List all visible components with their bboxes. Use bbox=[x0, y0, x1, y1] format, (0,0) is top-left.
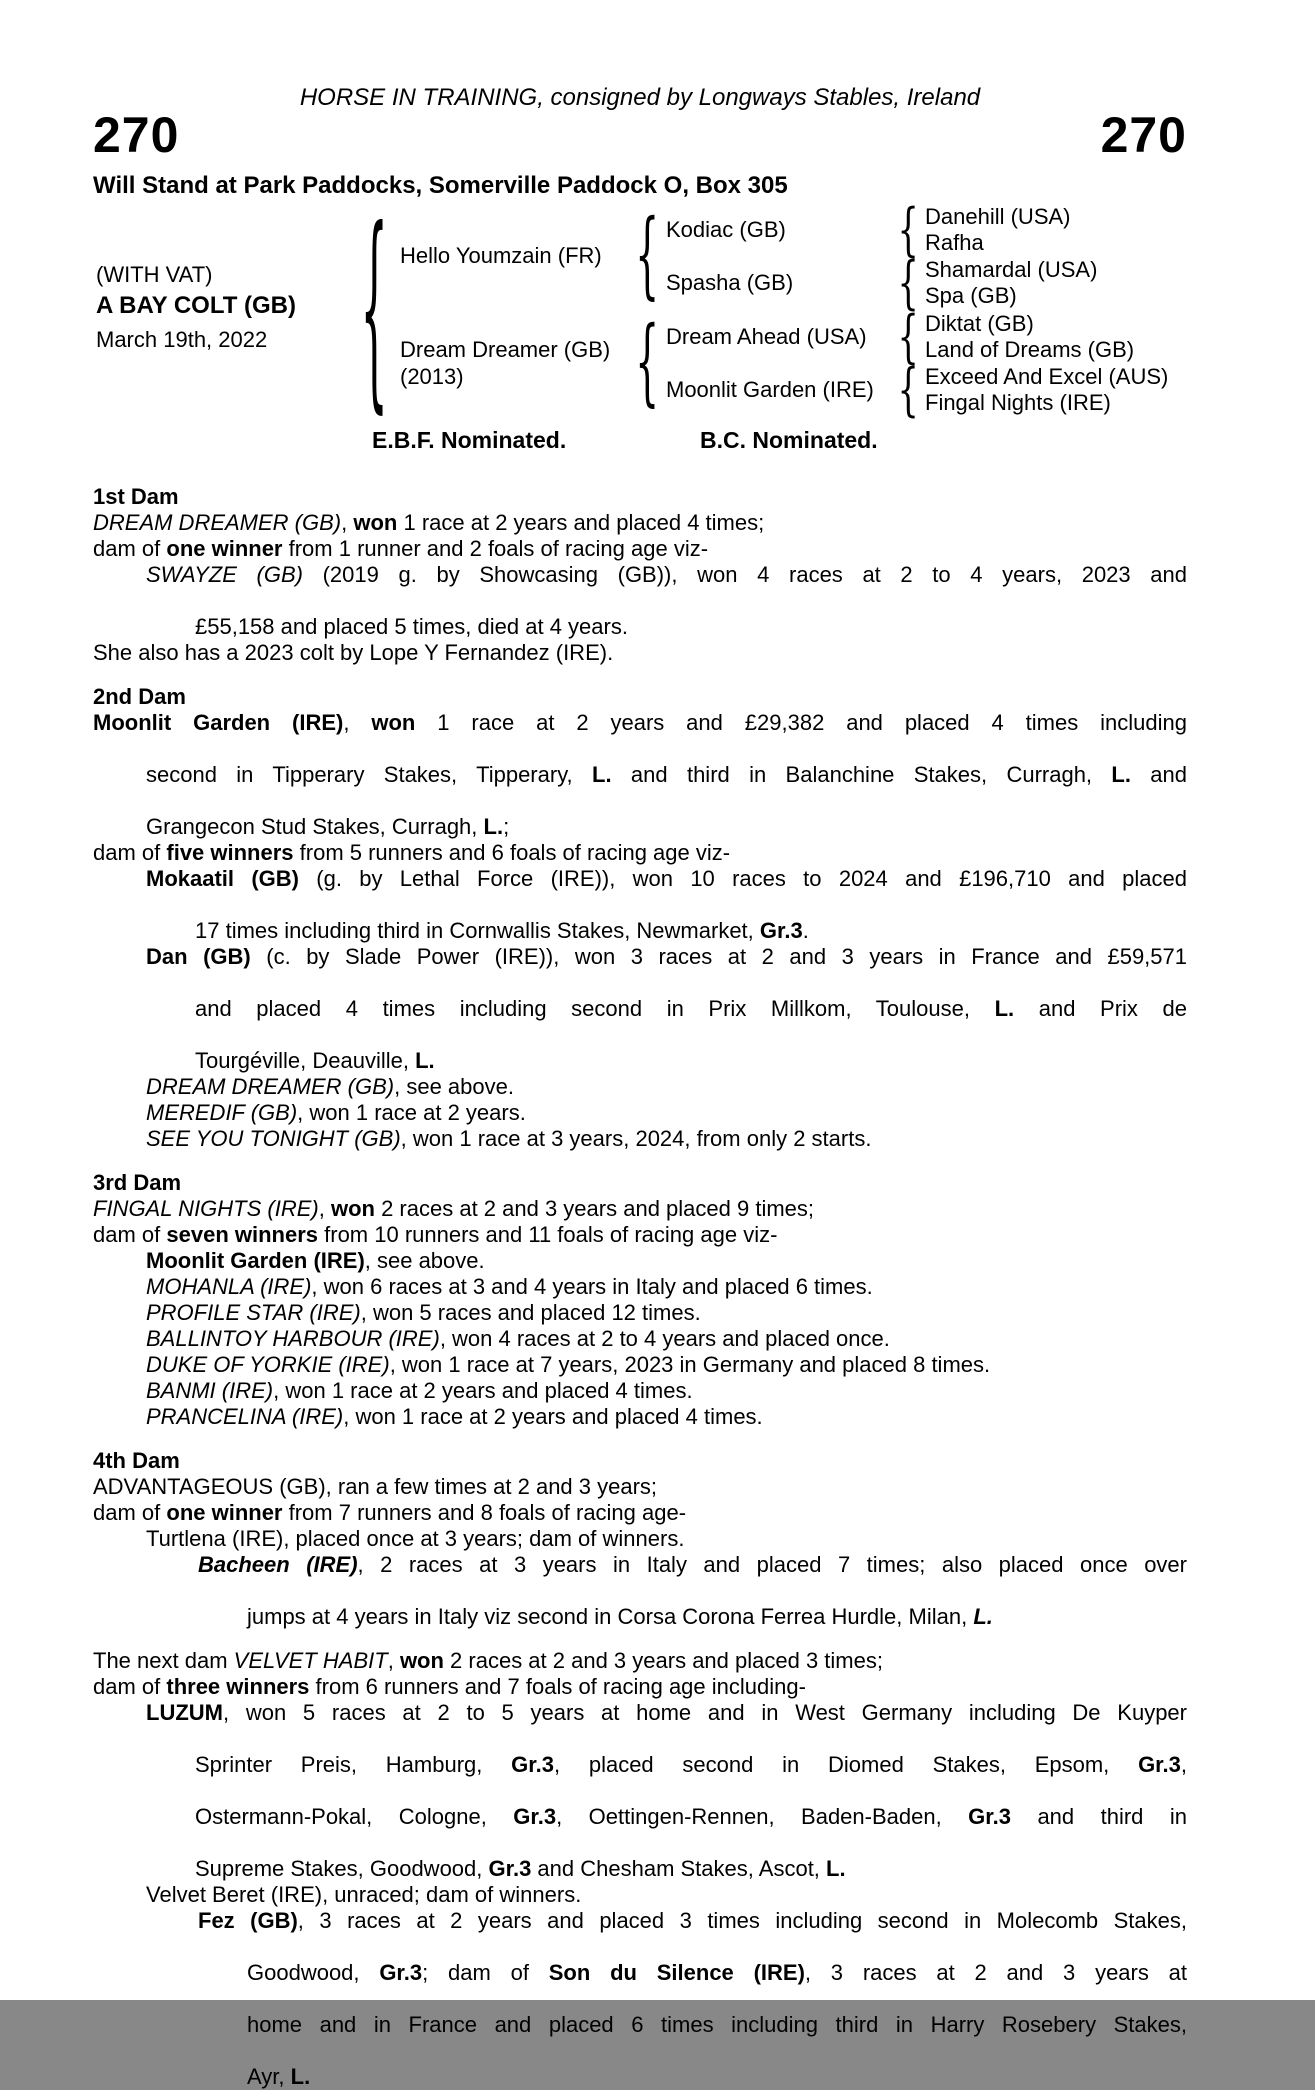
text-segment: , won 6 races at 3 and 4 years in Italy and placed 6 times. bbox=[311, 1274, 873, 1299]
text-segment: Ayr, bbox=[247, 2064, 291, 2089]
text-segment: dam of bbox=[93, 1500, 167, 1525]
catalog-text-line bbox=[93, 1048, 1187, 1074]
catalog-text-line bbox=[93, 510, 1187, 536]
text-segment: L. bbox=[483, 814, 504, 839]
text-segment: from 10 runners and 11 foals of racing age viz- bbox=[318, 1222, 778, 1247]
dam-foaling-year: (2013) bbox=[400, 364, 464, 389]
text-segment: , won 1 race at 2 years and placed 4 times. bbox=[343, 1404, 763, 1429]
pedigree-brace-dam bbox=[632, 306, 662, 417]
text-segment: LUZUM bbox=[146, 1700, 223, 1725]
text-segment: from 7 runners and 8 foals of racing age- bbox=[282, 1500, 687, 1525]
catalog-text-line bbox=[93, 1526, 1187, 1552]
text-segment: , placed second in Diomed Stakes, Epsom, bbox=[553, 1752, 1139, 1777]
catalog-text-line bbox=[93, 1222, 1187, 1248]
lot-number-right: 270 bbox=[1100, 107, 1187, 163]
text-segment: PRANCELINA (IRE) bbox=[146, 1404, 344, 1429]
catalog-text-line bbox=[93, 1752, 1187, 1804]
catalog-text-line bbox=[93, 1960, 1187, 2012]
text-segment: L. bbox=[592, 762, 612, 787]
text-segment: ; dam of bbox=[422, 1960, 549, 1985]
pedigree-brace-sire bbox=[632, 199, 662, 310]
text-segment: 2 races at 2 and 3 years and placed 3 times; bbox=[443, 1648, 883, 1673]
catalog-text-line bbox=[93, 866, 1187, 918]
text-segment: won bbox=[330, 1196, 375, 1221]
text-segment: The next dam bbox=[93, 1648, 234, 1673]
catalog-text-line bbox=[93, 1352, 1187, 1378]
text-segment: , bbox=[387, 1648, 400, 1673]
pedigree-chart bbox=[0, 0, 1315, 470]
foaling-date: March 19th, 2022 bbox=[96, 327, 268, 352]
text-segment: and bbox=[1130, 762, 1187, 787]
text-segment: dam of bbox=[93, 536, 167, 561]
catalog-text-line bbox=[93, 918, 1187, 944]
text-segment: Gr.3 bbox=[968, 1804, 1011, 1829]
text-segment: , won 1 race at 2 years and placed 4 times. bbox=[273, 1378, 693, 1403]
text-segment: DUKE OF YORKIE (IRE) bbox=[146, 1352, 390, 1377]
text-segment: Ostermann-Pokal, Cologne, bbox=[195, 1804, 514, 1829]
text-segment: , won 5 races and placed 12 times. bbox=[360, 1300, 701, 1325]
dam-section-heading bbox=[93, 1448, 1187, 1474]
text-segment: home and in France and placed 6 times including third in Harry Rosebery Stakes, bbox=[247, 2012, 1187, 2037]
text-segment: MEREDIF (GB) bbox=[146, 1100, 298, 1125]
catalog-text-line bbox=[93, 2012, 1187, 2064]
text-segment: Bacheen (IRE) bbox=[198, 1552, 358, 1577]
text-segment: Gr.3 bbox=[513, 1804, 557, 1829]
text-segment: BANMI (IRE) bbox=[146, 1378, 274, 1403]
text-segment: L. bbox=[973, 1604, 993, 1629]
catalog-text-line bbox=[93, 1648, 1187, 1674]
brace-glyph: { bbox=[897, 249, 919, 316]
dam-sire-sire-name: Diktat (GB) bbox=[925, 311, 1034, 336]
consignor-line: HORSE IN TRAINING, consigned by Longways Stables, Ireland bbox=[299, 84, 981, 111]
text-segment: and Prix de bbox=[1014, 996, 1187, 1021]
text-segment: second in Tipperary Stakes, Tipperary, bbox=[146, 762, 593, 787]
text-segment: Mokaatil (GB) bbox=[146, 866, 299, 891]
brace-glyph: { bbox=[897, 303, 919, 370]
text-segment: from 1 runner and 2 foals of racing age viz- bbox=[282, 536, 709, 561]
text-segment: , won 1 race at 7 years, 2023 in Germany and placed 8 times. bbox=[389, 1352, 991, 1377]
text-segment: VELVET HABIT bbox=[233, 1648, 388, 1673]
text-segment: , won 4 races at 2 to 4 years and placed once. bbox=[439, 1326, 890, 1351]
sire-dam-dam-name: Spa (GB) bbox=[925, 283, 1017, 308]
text-segment: Gr.3 bbox=[1138, 1752, 1181, 1777]
dam-dam-sire-name: Exceed And Excel (AUS) bbox=[925, 364, 1169, 389]
catalog-text-line bbox=[93, 814, 1187, 840]
text-segment: 2nd Dam bbox=[93, 684, 186, 709]
text-segment: , bbox=[318, 1196, 331, 1221]
text-segment: (2019 g. by Showcasing (GB)), won 4 races at 2 to 4 years, 2023 and bbox=[302, 562, 1187, 587]
text-segment: DREAM DREAMER (GB) bbox=[93, 510, 342, 535]
text-segment: dam of bbox=[93, 840, 167, 865]
pedigree-brace-main bbox=[356, 183, 392, 433]
catalog-text-line bbox=[93, 1552, 1187, 1604]
text-segment: 1st Dam bbox=[93, 484, 179, 509]
dam-section-heading bbox=[93, 484, 1187, 510]
catalog-text-line bbox=[93, 1474, 1187, 1500]
brace-glyph: { bbox=[634, 199, 660, 310]
text-segment: 17 times including third in Cornwallis Stakes, Newmarket, bbox=[195, 918, 760, 943]
catalog-text-line bbox=[93, 1700, 1187, 1752]
ebf-nominated-label: E.B.F. Nominated. bbox=[372, 427, 567, 453]
text-segment: FINGAL NIGHTS (IRE) bbox=[93, 1196, 319, 1221]
text-segment: , see above. bbox=[364, 1248, 485, 1273]
text-segment: 2 races at 2 and 3 years and placed 9 times; bbox=[374, 1196, 815, 1221]
catalog-text-line bbox=[93, 840, 1187, 866]
text-segment: , 3 races at 2 and 3 years at bbox=[804, 1960, 1188, 1985]
text-segment: Turtlena (IRE), placed once at 3 years; dam of winners. bbox=[146, 1526, 685, 1551]
text-segment: , 2 races at 3 years in Italy and placed 7 times; also placed once over bbox=[357, 1552, 1187, 1577]
catalog-text-line bbox=[93, 762, 1187, 814]
catalog-text-line bbox=[93, 1804, 1187, 1856]
lot-number-left: 270 bbox=[93, 107, 180, 163]
catalog-text-line bbox=[93, 1100, 1187, 1126]
horse-name: A BAY COLT (GB) bbox=[96, 292, 297, 319]
sire-name: Hello Youmzain (FR) bbox=[400, 243, 602, 268]
text-segment: , bbox=[1180, 1752, 1187, 1777]
catalog-text-line bbox=[93, 1274, 1187, 1300]
text-segment: SEE YOU TONIGHT (GB) bbox=[146, 1126, 401, 1151]
catalog-text-line bbox=[93, 944, 1187, 996]
catalog-text-line bbox=[93, 710, 1187, 762]
text-segment: jumps at 4 years in Italy viz second in Corsa Corona Ferrea Hurdle, Milan, bbox=[247, 1604, 974, 1629]
sire-sire-name: Kodiac (GB) bbox=[666, 217, 786, 242]
text-segment: MOHANLA (IRE) bbox=[146, 1274, 312, 1299]
catalog-text-line bbox=[93, 1248, 1187, 1274]
dam-section-heading bbox=[93, 684, 1187, 710]
text-segment: and Chesham Stakes, Ascot, bbox=[531, 1856, 827, 1881]
text-segment: 3rd Dam bbox=[93, 1170, 182, 1195]
catalog-text-line bbox=[93, 1882, 1187, 1908]
catalog-text-line bbox=[93, 1326, 1187, 1352]
text-segment: Grangecon Stud Stakes, Curragh, bbox=[146, 814, 484, 839]
text-segment: Gr.3 bbox=[511, 1752, 554, 1777]
text-segment: , see above. bbox=[394, 1074, 514, 1099]
sire-sire-sire-name: Danehill (USA) bbox=[925, 204, 1071, 229]
text-segment: and third in Balanchine Stakes, Curragh, bbox=[611, 762, 1112, 787]
catalog-text-line bbox=[93, 1196, 1187, 1222]
text-segment: 4th Dam bbox=[93, 1448, 180, 1473]
text-segment: , bbox=[343, 710, 372, 735]
text-segment: PROFILE STAR (IRE) bbox=[146, 1300, 361, 1325]
catalog-text-line bbox=[93, 1404, 1187, 1430]
catalog-body bbox=[93, 484, 1187, 2090]
text-segment: Velvet Beret (IRE), unraced; dam of winners. bbox=[146, 1882, 582, 1907]
text-segment: . bbox=[802, 918, 809, 943]
brace-glyph: { bbox=[897, 196, 919, 263]
text-segment: L. bbox=[290, 2064, 311, 2089]
text-segment: (g. by Lethal Force (IRE)), won 10 races to 2024 and £196,710 and placed bbox=[298, 866, 1187, 891]
text-segment: Supreme Stakes, Goodwood, bbox=[195, 1856, 489, 1881]
text-segment: L. bbox=[994, 996, 1015, 1021]
text-segment: Moonlit Garden (IRE) bbox=[146, 1248, 365, 1273]
dam-sire-dam-name: Land of Dreams (GB) bbox=[925, 337, 1135, 362]
text-segment: (c. by Slade Power (IRE)), won 3 races at 2 and 3 years in France and £59,571 bbox=[250, 944, 1188, 969]
text-segment: DREAM DREAMER (GB) bbox=[146, 1074, 395, 1099]
text-segment: L. bbox=[826, 1856, 846, 1881]
text-segment: Fez (GB) bbox=[198, 1908, 298, 1933]
catalog-text-line bbox=[93, 2064, 1187, 2090]
text-segment: one winner bbox=[166, 536, 283, 561]
stand-location-line: Will Stand at Park Paddocks, Somerville Paddock O, Box 305 bbox=[93, 172, 788, 199]
dam-sire-name: Dream Ahead (USA) bbox=[666, 324, 867, 349]
text-segment: ADVANTAGEOUS (GB), ran a few times at 2 and 3 years; bbox=[93, 1474, 658, 1499]
sire-dam-sire-name: Shamardal (USA) bbox=[925, 257, 1098, 282]
text-segment: won bbox=[399, 1648, 444, 1673]
text-segment: Gr.3 bbox=[759, 918, 803, 943]
sire-sire-dam-name: Rafha bbox=[925, 230, 984, 255]
text-segment: Gr.3 bbox=[379, 1960, 423, 1985]
text-segment: and placed 4 times including second in Prix Millkom, Toulouse, bbox=[195, 996, 995, 1021]
text-segment: ; bbox=[503, 814, 510, 839]
sire-dam-name: Spasha (GB) bbox=[666, 270, 794, 295]
text-segment: L. bbox=[1111, 762, 1131, 787]
text-segment: Sprinter Preis, Hamburg, bbox=[195, 1752, 512, 1777]
catalog-text-line bbox=[93, 614, 1187, 640]
text-segment: , Oettingen-Rennen, Baden-Baden, bbox=[556, 1804, 969, 1829]
text-segment: 1 race at 2 years and £29,382 and placed 4 times including bbox=[415, 710, 1187, 735]
text-segment: Tourgéville, Deauville, bbox=[195, 1048, 416, 1073]
catalog-text-line bbox=[93, 640, 1187, 666]
catalog-text-line bbox=[93, 1300, 1187, 1326]
text-segment: five winners bbox=[166, 840, 294, 865]
text-segment: Goodwood, bbox=[247, 1960, 380, 1985]
catalog-text-line bbox=[93, 1674, 1187, 1700]
text-segment: She also has a 2023 colt by Lope Y Fernandez (IRE). bbox=[93, 640, 614, 665]
text-segment: Son du Silence (IRE) bbox=[548, 1960, 805, 1985]
text-segment: , won 5 races at 2 to 5 years at home and in West Germany including De Kuyper bbox=[222, 1700, 1187, 1725]
dam-name: Dream Dreamer (GB) bbox=[400, 337, 611, 362]
catalog-text-line bbox=[93, 1126, 1187, 1152]
text-segment: Dan (GB) bbox=[146, 944, 251, 969]
text-segment: L. bbox=[415, 1048, 435, 1073]
catalog-text-line bbox=[93, 536, 1187, 562]
text-segment: £55,158 and placed 5 times, died at 4 years. bbox=[195, 614, 628, 639]
catalog-text-line bbox=[93, 562, 1187, 614]
with-vat-label: (WITH VAT) bbox=[96, 262, 213, 287]
brace-glyph: { bbox=[897, 356, 919, 423]
catalog-text-line bbox=[93, 1908, 1187, 1960]
text-segment: from 6 runners and 7 foals of racing age including- bbox=[309, 1674, 806, 1699]
dam-section-heading bbox=[93, 1170, 1187, 1196]
text-segment: won bbox=[353, 510, 398, 535]
text-segment: Gr.3 bbox=[488, 1856, 532, 1881]
text-segment: from 5 runners and 6 foals of racing age viz- bbox=[293, 840, 731, 865]
catalog-text-line bbox=[93, 996, 1187, 1048]
text-segment: , won 1 race at 3 years, 2024, from only 2 starts. bbox=[400, 1126, 872, 1151]
text-segment: BALLINTOY HARBOUR (IRE) bbox=[146, 1326, 440, 1351]
text-segment: won bbox=[371, 710, 416, 735]
catalog-text-line bbox=[93, 1856, 1187, 1882]
text-segment: , bbox=[341, 510, 354, 535]
text-segment: seven winners bbox=[166, 1222, 319, 1247]
bc-nominated-label: B.C. Nominated. bbox=[700, 427, 878, 453]
pedigree-brace-dam-dam bbox=[894, 356, 922, 423]
text-segment: dam of bbox=[93, 1674, 167, 1699]
catalog-text-line bbox=[93, 1074, 1187, 1100]
text-segment: one winner bbox=[166, 1500, 283, 1525]
catalog-text-line bbox=[93, 1378, 1187, 1404]
text-segment: and third in bbox=[1010, 1804, 1187, 1829]
dam-dam-dam-name: Fingal Nights (IRE) bbox=[925, 390, 1111, 415]
text-segment: , won 1 race at 2 years. bbox=[297, 1100, 526, 1125]
text-segment: Moonlit Garden (IRE) bbox=[93, 710, 344, 735]
text-segment: 1 race at 2 years and placed 4 times; bbox=[397, 510, 765, 535]
brace-glyph: { bbox=[634, 306, 660, 417]
text-segment: , 3 races at 2 years and placed 3 times including second in Molecomb Stakes, bbox=[297, 1908, 1187, 1933]
brace-glyph: { bbox=[360, 183, 388, 433]
dam-dam-name: Moonlit Garden (IRE) bbox=[666, 377, 874, 402]
text-segment: three winners bbox=[166, 1674, 310, 1699]
text-segment: SWAYZE (GB) bbox=[146, 562, 303, 587]
catalog-text-line bbox=[93, 1500, 1187, 1526]
catalog-text-line bbox=[93, 1604, 1187, 1630]
text-segment: dam of bbox=[93, 1222, 167, 1247]
